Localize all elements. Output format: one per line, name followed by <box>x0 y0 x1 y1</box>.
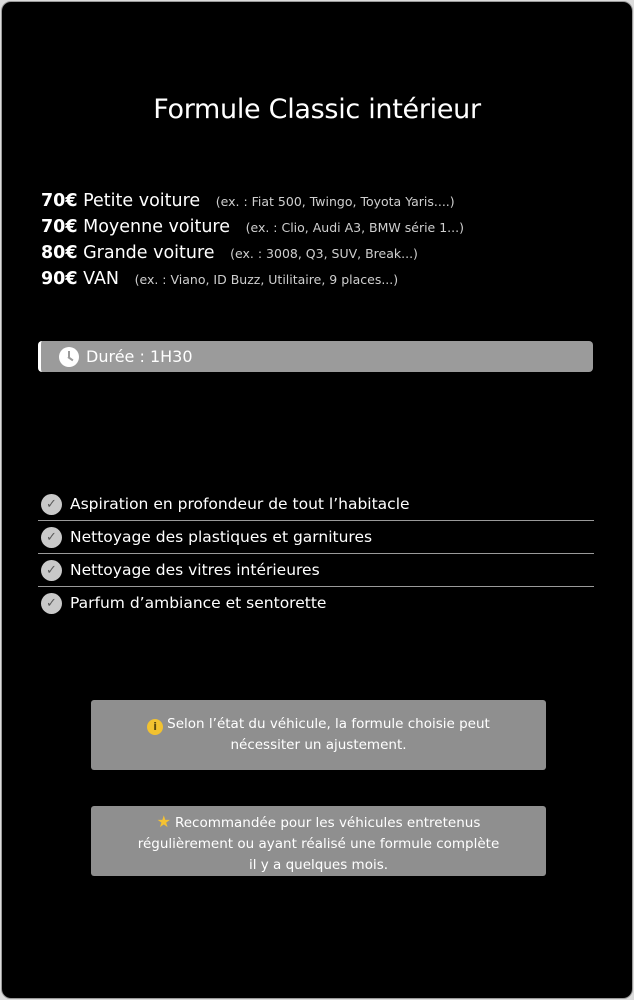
info-icon: i <box>147 719 163 735</box>
price-row-van <box>41 266 464 292</box>
price-example: (ex. : Clio, Audi A3, BMW série 1...) <box>245 220 464 235</box>
feature-text: Nettoyage des vitres intérieures <box>70 561 320 579</box>
check-circle-icon: ✓ <box>41 494 62 515</box>
feature-text: Aspiration en profondeur de tout l’habitacle <box>70 495 410 513</box>
price-amount: 70€ <box>41 217 78 237</box>
list-item <box>38 488 594 521</box>
feature-text: Nettoyage des plastiques et garnitures <box>70 528 373 546</box>
star-icon: ★ <box>156 812 171 831</box>
recommend-note <box>91 806 546 876</box>
feature-list <box>38 488 594 619</box>
price-example: (ex. : 3008, Q3, SUV, Break...) <box>230 246 418 261</box>
check-circle-icon: ✓ <box>41 593 62 614</box>
info-note-text1: Selon l’état du véhicule, la formule choisie peut <box>167 716 490 732</box>
recommend-note-text3: il y a quelques mois. <box>248 857 389 873</box>
info-note <box>91 700 546 770</box>
check-circle-icon: ✓ <box>41 527 62 548</box>
formula-card <box>1 1 633 999</box>
price-amount: 90€ <box>41 269 78 289</box>
price-row-large <box>41 240 464 266</box>
duration-bar <box>38 341 593 372</box>
price-label: Petite voiture <box>83 191 201 211</box>
price-amount: 80€ <box>41 243 78 263</box>
check-circle-icon: ✓ <box>41 560 62 581</box>
price-list <box>41 188 464 292</box>
duration-text: Durée : 1H30 <box>86 347 193 366</box>
price-label: Moyenne voiture <box>83 217 231 237</box>
recommend-note-text2: régulièrement ou ayant réalisé une formule complète <box>137 836 500 852</box>
price-example: (ex. : Viano, ID Buzz, Utilitaire, 9 places...) <box>134 272 399 287</box>
recommend-note-text1: Recommandée pour les véhicules entretenus <box>174 815 481 831</box>
info-note-text2: nécessiter un ajustement. <box>230 737 407 753</box>
price-label: VAN <box>83 269 120 289</box>
page-title: Formule Classic intérieur <box>153 94 481 125</box>
list-item <box>38 554 594 587</box>
clock-icon <box>59 347 79 367</box>
info-note-line1 <box>91 714 546 735</box>
price-row-medium <box>41 214 464 240</box>
list-item <box>38 521 594 554</box>
recommend-note-line1 <box>91 811 546 834</box>
list-item <box>38 587 594 619</box>
price-row-small <box>41 188 464 214</box>
price-example: (ex. : Fiat 500, Twingo, Toyota Yaris....) <box>215 194 455 209</box>
price-amount: 70€ <box>41 191 78 211</box>
feature-text: Parfum d’ambiance et sentorette <box>70 594 327 612</box>
price-label: Grande voiture <box>83 243 215 263</box>
